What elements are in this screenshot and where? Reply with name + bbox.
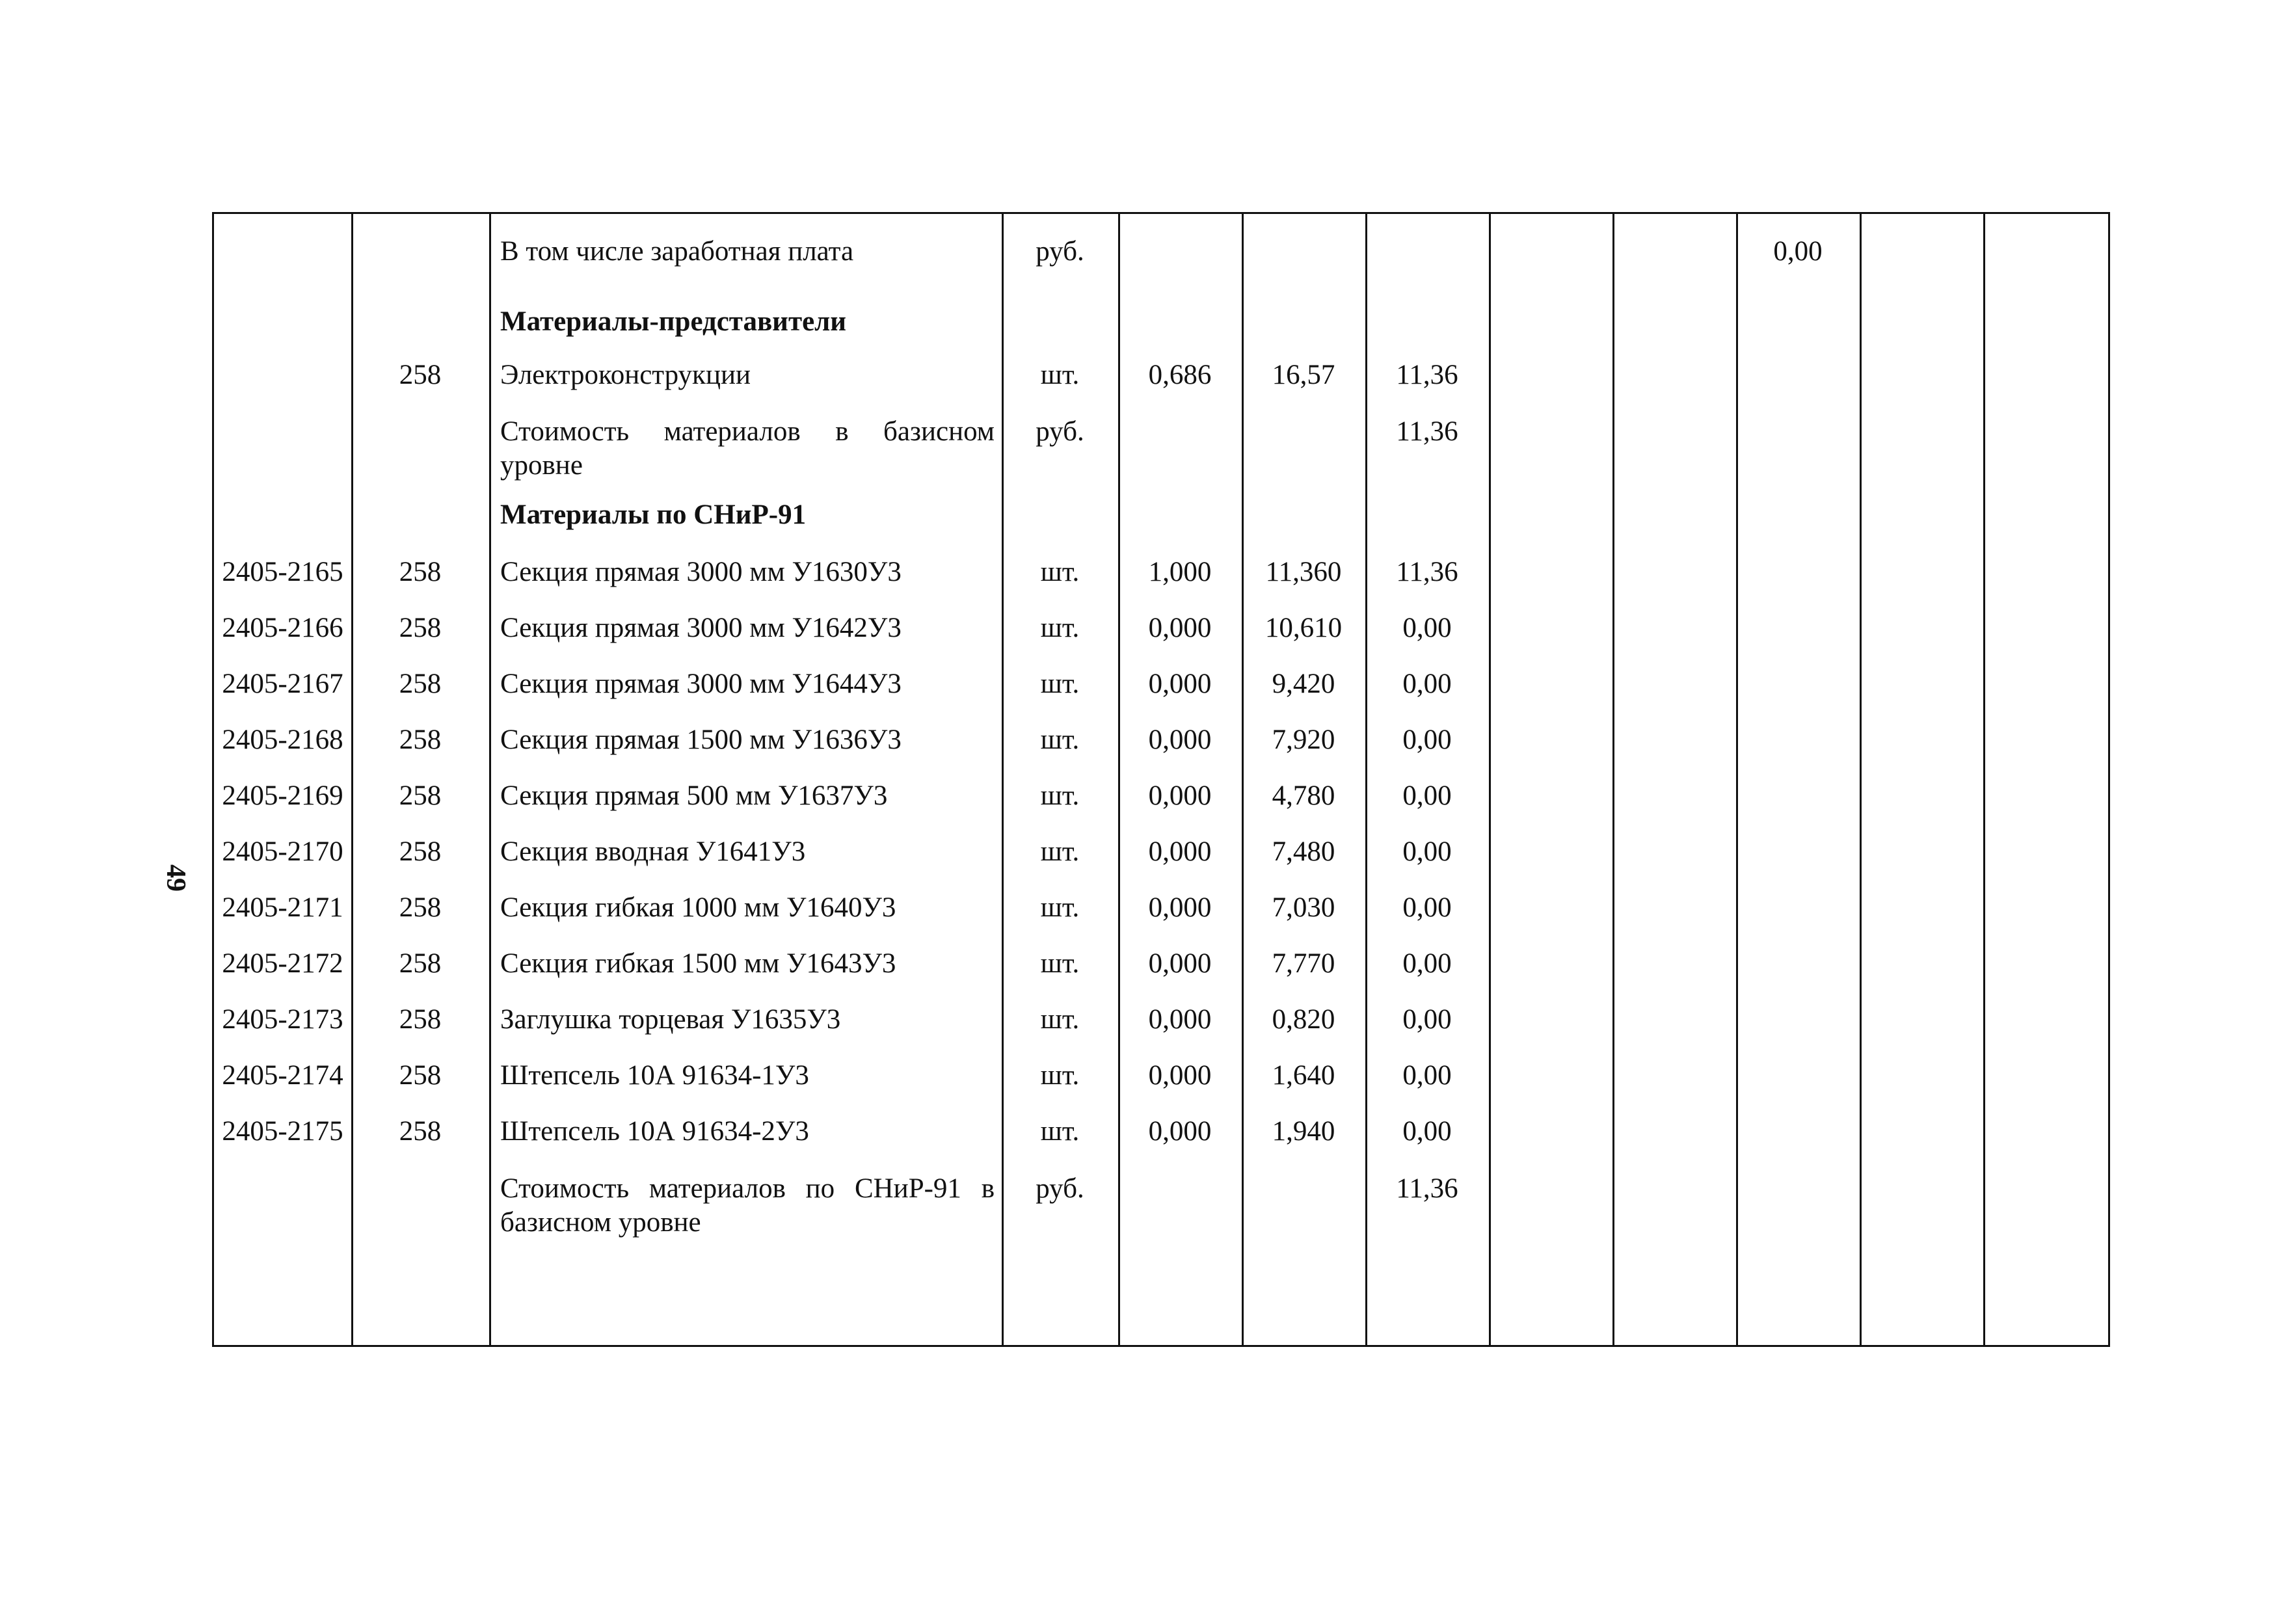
cell-name: Стоимость материалов по СНиР-91 в базисном уровне bbox=[500, 1173, 995, 1238]
cell-name: Секция прямая 3000 мм У1644У3 bbox=[500, 669, 902, 699]
cell-sum: 0,00 bbox=[1402, 613, 1452, 643]
cell-unit: руб. bbox=[1036, 416, 1084, 447]
cell-qty: 0,000 bbox=[1148, 948, 1212, 979]
cell-price: 4,780 bbox=[1272, 780, 1335, 811]
cell-code: 2405-2172 bbox=[222, 948, 343, 979]
cell-name: Секция гибкая 1500 мм У1643У3 bbox=[500, 948, 896, 979]
cell-code: 2405-2174 bbox=[222, 1060, 343, 1091]
cell-qty: 0,000 bbox=[1148, 1004, 1212, 1035]
cell-sum: 11,36 bbox=[1396, 416, 1458, 447]
cell-name: Секция гибкая 1000 мм У1640У3 bbox=[500, 892, 896, 923]
cell-name: Материалы-представители bbox=[500, 306, 847, 337]
cell-qty: 0,000 bbox=[1148, 1116, 1212, 1147]
cell-unit: руб. bbox=[1036, 1173, 1084, 1204]
cell-name: Заглушка торцевая У1635У3 bbox=[500, 1004, 841, 1035]
cell-name: Стоимость материалов в базисном уровне bbox=[500, 416, 995, 481]
cell-price: 11,360 bbox=[1265, 557, 1342, 587]
cell-num: 258 bbox=[399, 1116, 442, 1147]
cell-num: 258 bbox=[399, 948, 442, 979]
cell-num: 258 bbox=[399, 1060, 442, 1091]
cell-price: 7,770 bbox=[1272, 948, 1335, 979]
column-divider bbox=[1860, 214, 1862, 1345]
cell-unit: шт. bbox=[1040, 1004, 1080, 1035]
cell-price: 7,030 bbox=[1272, 892, 1335, 923]
cell-sum: 0,00 bbox=[1402, 1004, 1452, 1035]
cell-unit: шт. bbox=[1040, 1116, 1080, 1147]
column-divider bbox=[1612, 214, 1614, 1345]
cell-name: Секция прямая 3000 мм У1642У3 bbox=[500, 613, 902, 643]
cell-qty: 0,000 bbox=[1148, 780, 1212, 811]
cell-sum: 11,36 bbox=[1396, 557, 1458, 587]
cell-price: 9,420 bbox=[1272, 669, 1335, 699]
cell-num: 258 bbox=[399, 725, 442, 755]
cell-name: Секция прямая 1500 мм У1636У3 bbox=[500, 725, 902, 755]
cell-price: 1,640 bbox=[1272, 1060, 1335, 1091]
cell-num: 258 bbox=[399, 836, 442, 867]
cell-qty: 0,000 bbox=[1148, 669, 1212, 699]
cell-name: Штепсель 10А 91634-2У3 bbox=[500, 1116, 809, 1147]
cell-unit: шт. bbox=[1040, 725, 1080, 755]
cell-qty: 0,000 bbox=[1148, 892, 1212, 923]
cell-name: В том числе заработная плата bbox=[500, 236, 854, 267]
cell-price: 16,57 bbox=[1272, 360, 1335, 390]
cell-qty: 0,000 bbox=[1148, 836, 1212, 867]
cell-unit: руб. bbox=[1036, 236, 1084, 267]
cell-unit: шт. bbox=[1040, 780, 1080, 811]
cell-unit: шт. bbox=[1040, 669, 1080, 699]
column-divider bbox=[489, 214, 491, 1345]
cell-num: 258 bbox=[399, 360, 442, 390]
cell-code: 2405-2171 bbox=[222, 892, 343, 923]
cell-price: 7,920 bbox=[1272, 725, 1335, 755]
cell-code: 2405-2165 bbox=[222, 557, 343, 587]
cell-price: 0,820 bbox=[1272, 1004, 1335, 1035]
cell-sum: 0,00 bbox=[1402, 669, 1452, 699]
cell-name: Секция прямая 3000 мм У1630У3 bbox=[500, 557, 902, 587]
cell-code: 2405-2170 bbox=[222, 836, 343, 867]
cell-code: 2405-2167 bbox=[222, 669, 343, 699]
cell-sum: 0,00 bbox=[1402, 836, 1452, 867]
cell-code: 2405-2175 bbox=[222, 1116, 343, 1147]
cell-price: 7,480 bbox=[1272, 836, 1335, 867]
column-divider bbox=[1489, 214, 1491, 1345]
cell-unit: шт. bbox=[1040, 360, 1080, 390]
cell-sum: 11,36 bbox=[1396, 1173, 1458, 1204]
cell-sum: 0,00 bbox=[1402, 1060, 1452, 1091]
cell-col9: 0,00 bbox=[1773, 236, 1823, 267]
cell-code: 2405-2166 bbox=[222, 613, 343, 643]
column-divider bbox=[1736, 214, 1738, 1345]
cell-sum: 0,00 bbox=[1402, 780, 1452, 811]
cell-num: 258 bbox=[399, 613, 442, 643]
cell-num: 258 bbox=[399, 1004, 442, 1035]
page-number: 49 bbox=[161, 864, 191, 892]
cell-unit: шт. bbox=[1040, 948, 1080, 979]
cell-unit: шт. bbox=[1040, 892, 1080, 923]
cell-name: Секция вводная У1641У3 bbox=[500, 836, 806, 867]
cell-price: 10,610 bbox=[1264, 613, 1343, 643]
cell-num: 258 bbox=[399, 892, 442, 923]
cell-sum: 0,00 bbox=[1402, 725, 1452, 755]
cell-unit: шт. bbox=[1040, 613, 1080, 643]
estimate-table bbox=[212, 212, 2110, 1347]
cell-sum: 11,36 bbox=[1396, 360, 1458, 390]
cell-num: 258 bbox=[399, 780, 442, 811]
cell-qty: 1,000 bbox=[1148, 557, 1212, 587]
cell-unit: шт. bbox=[1040, 836, 1080, 867]
cell-sum: 0,00 bbox=[1402, 948, 1452, 979]
cell-name: Штепсель 10А 91634-1У3 bbox=[500, 1060, 809, 1091]
cell-unit: шт. bbox=[1040, 557, 1080, 587]
cell-code: 2405-2169 bbox=[222, 780, 343, 811]
cell-qty: 0,000 bbox=[1148, 613, 1212, 643]
cell-name: Материалы по СНиР-91 bbox=[500, 499, 807, 530]
cell-code: 2405-2173 bbox=[222, 1004, 343, 1035]
cell-num: 258 bbox=[399, 669, 442, 699]
cell-name: Секция прямая 500 мм У1637У3 bbox=[500, 780, 888, 811]
cell-qty: 0,000 bbox=[1148, 725, 1212, 755]
cell-unit: шт. bbox=[1040, 1060, 1080, 1091]
cell-name: Электроконструкции bbox=[500, 360, 751, 390]
cell-num: 258 bbox=[399, 557, 442, 587]
cell-sum: 0,00 bbox=[1402, 892, 1452, 923]
cell-qty: 0,000 bbox=[1148, 1060, 1212, 1091]
column-divider bbox=[1983, 214, 1985, 1345]
cell-price: 1,940 bbox=[1272, 1116, 1335, 1147]
cell-qty: 0,686 bbox=[1148, 360, 1212, 390]
cell-sum: 0,00 bbox=[1402, 1116, 1452, 1147]
cell-code: 2405-2168 bbox=[222, 725, 343, 755]
